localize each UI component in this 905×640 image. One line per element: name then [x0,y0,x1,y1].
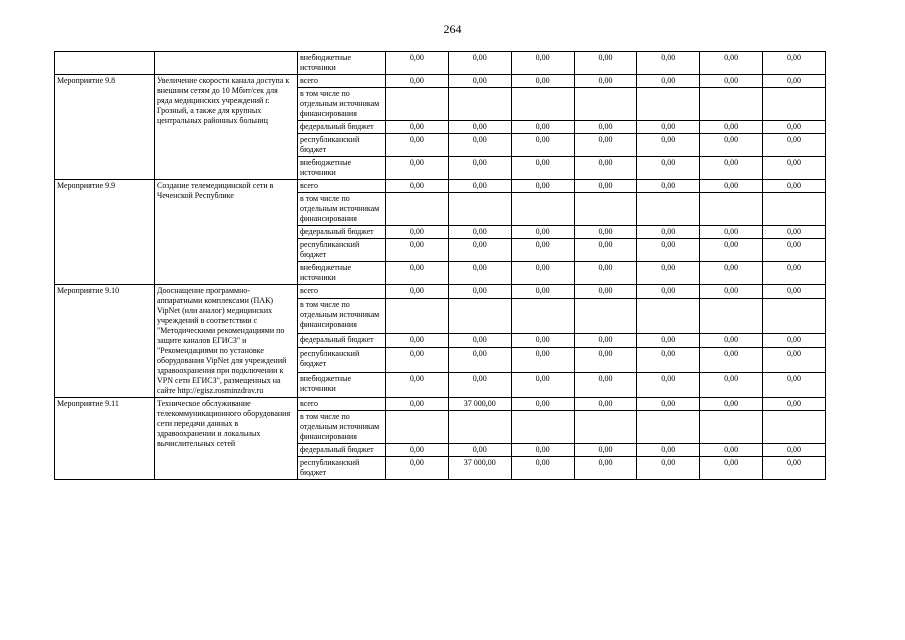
value-cell: 0,00 [448,157,511,180]
value-cell [448,193,511,226]
table-row [55,75,826,88]
value-cell: 0,00 [511,134,574,157]
value-cell: 0,00 [511,121,574,134]
value-cell: 0,00 [763,334,826,348]
value-cell: 37 000,00 [448,398,511,411]
value-cell [700,411,763,444]
value-cell: 0,00 [574,52,637,75]
funding-source: в том числе по отдельным источникам финансирования [298,411,386,444]
value-cell: 0,00 [637,75,700,88]
value-cell: 0,00 [448,239,511,262]
value-cell: 0,00 [637,373,700,398]
value-cell: 0,00 [511,334,574,348]
value-cell: 0,00 [763,157,826,180]
value-cell: 0,00 [386,52,449,75]
value-cell: 0,00 [700,334,763,348]
value-cell: 0,00 [637,457,700,480]
value-cell: 0,00 [637,398,700,411]
value-cell: 0,00 [386,334,449,348]
table-row [55,180,826,193]
value-cell: 0,00 [386,457,449,480]
value-cell: 0,00 [511,52,574,75]
value-cell: 0,00 [386,121,449,134]
measure-name: Техническое обслуживание телекоммуникационного оборудования сети передачи данных в здравоохранении и локальных вычислительных сетей [155,398,298,480]
value-cell [763,298,826,334]
value-cell: 0,00 [386,444,449,457]
value-cell: 0,00 [574,262,637,285]
value-cell: 0,00 [386,239,449,262]
value-cell [386,411,449,444]
value-cell: 0,00 [700,180,763,193]
value-cell [574,88,637,121]
value-cell: 0,00 [637,134,700,157]
value-cell [511,193,574,226]
value-cell [386,193,449,226]
value-cell: 0,00 [763,373,826,398]
funding-source: всего [298,285,386,299]
table-body [55,52,826,480]
funding-source: в том числе по отдельным источникам финансирования [298,88,386,121]
measure-code: Мероприятие 9.9 [55,180,155,285]
measure-name: Дооснащение программно-аппаратными комплексами (ПАК) VipNet (или аналог) медицинских учреждений в соответствии с "Методическими рекомендациями по защите каналов ЕГИСЗ" и "Рекомендациями по установке оборудования VipNet для учреждений здравоохранения при подключении к VPN сети ЕГИСЗ", размещенных на сайте http://egisz.rosminzdrav.ru [155,285,298,398]
value-cell: 0,00 [574,121,637,134]
value-cell: 0,00 [448,75,511,88]
funding-source: в том числе по отдельным источникам финансирования [298,298,386,334]
measure-code: Мероприятие 9.10 [55,285,155,398]
measure-name: Создание телемедицинской сети в Чеченской Республике [155,180,298,285]
value-cell: 0,00 [574,157,637,180]
value-cell: 0,00 [763,457,826,480]
value-cell [637,88,700,121]
value-cell: 37 000,00 [448,457,511,480]
value-cell: 0,00 [511,226,574,239]
funding-source: федеральный бюджет [298,334,386,348]
value-cell: 0,00 [511,444,574,457]
value-cell: 0,00 [637,444,700,457]
value-cell [763,88,826,121]
value-cell [386,88,449,121]
value-cell: 0,00 [637,348,700,373]
value-cell [448,88,511,121]
value-cell: 0,00 [386,75,449,88]
value-cell: 0,00 [386,134,449,157]
value-cell [637,193,700,226]
value-cell: 0,00 [448,52,511,75]
value-cell: 0,00 [763,398,826,411]
measure-code: Мероприятие 9.11 [55,398,155,480]
value-cell: 0,00 [763,348,826,373]
value-cell: 0,00 [700,121,763,134]
funding-source: внебюджетные источники [298,373,386,398]
value-cell: 0,00 [574,348,637,373]
measure-name [155,52,298,75]
funding-source: республиканский бюджет [298,348,386,373]
funding-source: федеральный бюджет [298,121,386,134]
value-cell: 0,00 [574,398,637,411]
value-cell [763,411,826,444]
funding-source: всего [298,398,386,411]
value-cell: 0,00 [448,348,511,373]
value-cell: 0,00 [511,262,574,285]
value-cell [511,88,574,121]
value-cell: 0,00 [574,444,637,457]
measure-code: Мероприятие 9.8 [55,75,155,180]
value-cell [700,298,763,334]
table-row [55,285,826,299]
value-cell: 0,00 [574,285,637,299]
value-cell: 0,00 [763,285,826,299]
value-cell: 0,00 [637,157,700,180]
value-cell: 0,00 [386,285,449,299]
value-cell: 0,00 [637,334,700,348]
value-cell: 0,00 [386,348,449,373]
value-cell: 0,00 [386,226,449,239]
value-cell: 0,00 [700,262,763,285]
value-cell: 0,00 [700,373,763,398]
value-cell: 0,00 [574,334,637,348]
value-cell: 0,00 [700,157,763,180]
value-cell: 0,00 [763,262,826,285]
value-cell: 0,00 [511,239,574,262]
value-cell: 0,00 [511,157,574,180]
value-cell: 0,00 [763,444,826,457]
value-cell [637,411,700,444]
value-cell: 0,00 [763,134,826,157]
value-cell: 0,00 [574,180,637,193]
value-cell: 0,00 [386,157,449,180]
funding-source: федеральный бюджет [298,226,386,239]
value-cell: 0,00 [637,52,700,75]
value-cell [574,298,637,334]
value-cell: 0,00 [763,239,826,262]
value-cell [700,193,763,226]
funding-source: внебюджетные источники [298,52,386,75]
value-cell: 0,00 [700,348,763,373]
value-cell: 0,00 [386,262,449,285]
value-cell: 0,00 [448,262,511,285]
value-cell: 0,00 [700,134,763,157]
value-cell [511,411,574,444]
measure-name: Увеличение скорости канала доступа к внешним сетям до 10 Мбит/сек для ряда медицинских учреждений г. Грозный, а также для крупных центральных районных больниц [155,75,298,180]
value-cell: 0,00 [448,373,511,398]
value-cell: 0,00 [763,75,826,88]
measure-code [55,52,155,75]
value-cell: 0,00 [574,239,637,262]
value-cell: 0,00 [700,75,763,88]
value-cell: 0,00 [637,262,700,285]
value-cell: 0,00 [448,444,511,457]
value-cell: 0,00 [637,285,700,299]
value-cell: 0,00 [511,348,574,373]
value-cell: 0,00 [637,226,700,239]
value-cell [574,193,637,226]
value-cell: 0,00 [448,334,511,348]
value-cell: 0,00 [386,180,449,193]
value-cell [511,298,574,334]
value-cell: 0,00 [386,398,449,411]
value-cell [700,88,763,121]
value-cell: 0,00 [637,180,700,193]
value-cell: 0,00 [448,180,511,193]
value-cell: 0,00 [700,398,763,411]
value-cell: 0,00 [700,444,763,457]
value-cell: 0,00 [511,75,574,88]
value-cell: 0,00 [700,239,763,262]
value-cell: 0,00 [637,121,700,134]
value-cell: 0,00 [700,52,763,75]
value-cell: 0,00 [511,180,574,193]
funding-source: внебюджетные источники [298,262,386,285]
funding-source: республиканский бюджет [298,239,386,262]
value-cell: 0,00 [448,134,511,157]
value-cell: 0,00 [763,52,826,75]
value-cell [763,193,826,226]
funding-source: всего [298,180,386,193]
value-cell: 0,00 [574,134,637,157]
value-cell: 0,00 [511,398,574,411]
value-cell [574,411,637,444]
value-cell: 0,00 [763,226,826,239]
value-cell: 0,00 [637,239,700,262]
table-row [55,398,826,411]
value-cell: 0,00 [448,121,511,134]
value-cell: 0,00 [511,285,574,299]
value-cell [448,411,511,444]
value-cell: 0,00 [574,457,637,480]
table-row [55,52,826,75]
value-cell: 0,00 [700,285,763,299]
funding-source: внебюджетные источники [298,157,386,180]
funding-source: республиканский бюджет [298,457,386,480]
value-cell: 0,00 [386,373,449,398]
value-cell: 0,00 [448,285,511,299]
value-cell [637,298,700,334]
budget-table [54,51,826,480]
value-cell: 0,00 [511,373,574,398]
value-cell: 0,00 [763,121,826,134]
value-cell: 0,00 [700,226,763,239]
value-cell: 0,00 [448,226,511,239]
funding-source: всего [298,75,386,88]
value-cell: 0,00 [511,457,574,480]
value-cell: 0,00 [574,373,637,398]
value-cell: 0,00 [574,226,637,239]
page-number: 264 [443,22,462,36]
funding-source: федеральный бюджет [298,444,386,457]
value-cell: 0,00 [700,457,763,480]
value-cell [386,298,449,334]
value-cell: 0,00 [574,75,637,88]
value-cell: 0,00 [763,180,826,193]
funding-source: в том числе по отдельным источникам финансирования [298,193,386,226]
funding-source: республиканский бюджет [298,134,386,157]
value-cell [448,298,511,334]
